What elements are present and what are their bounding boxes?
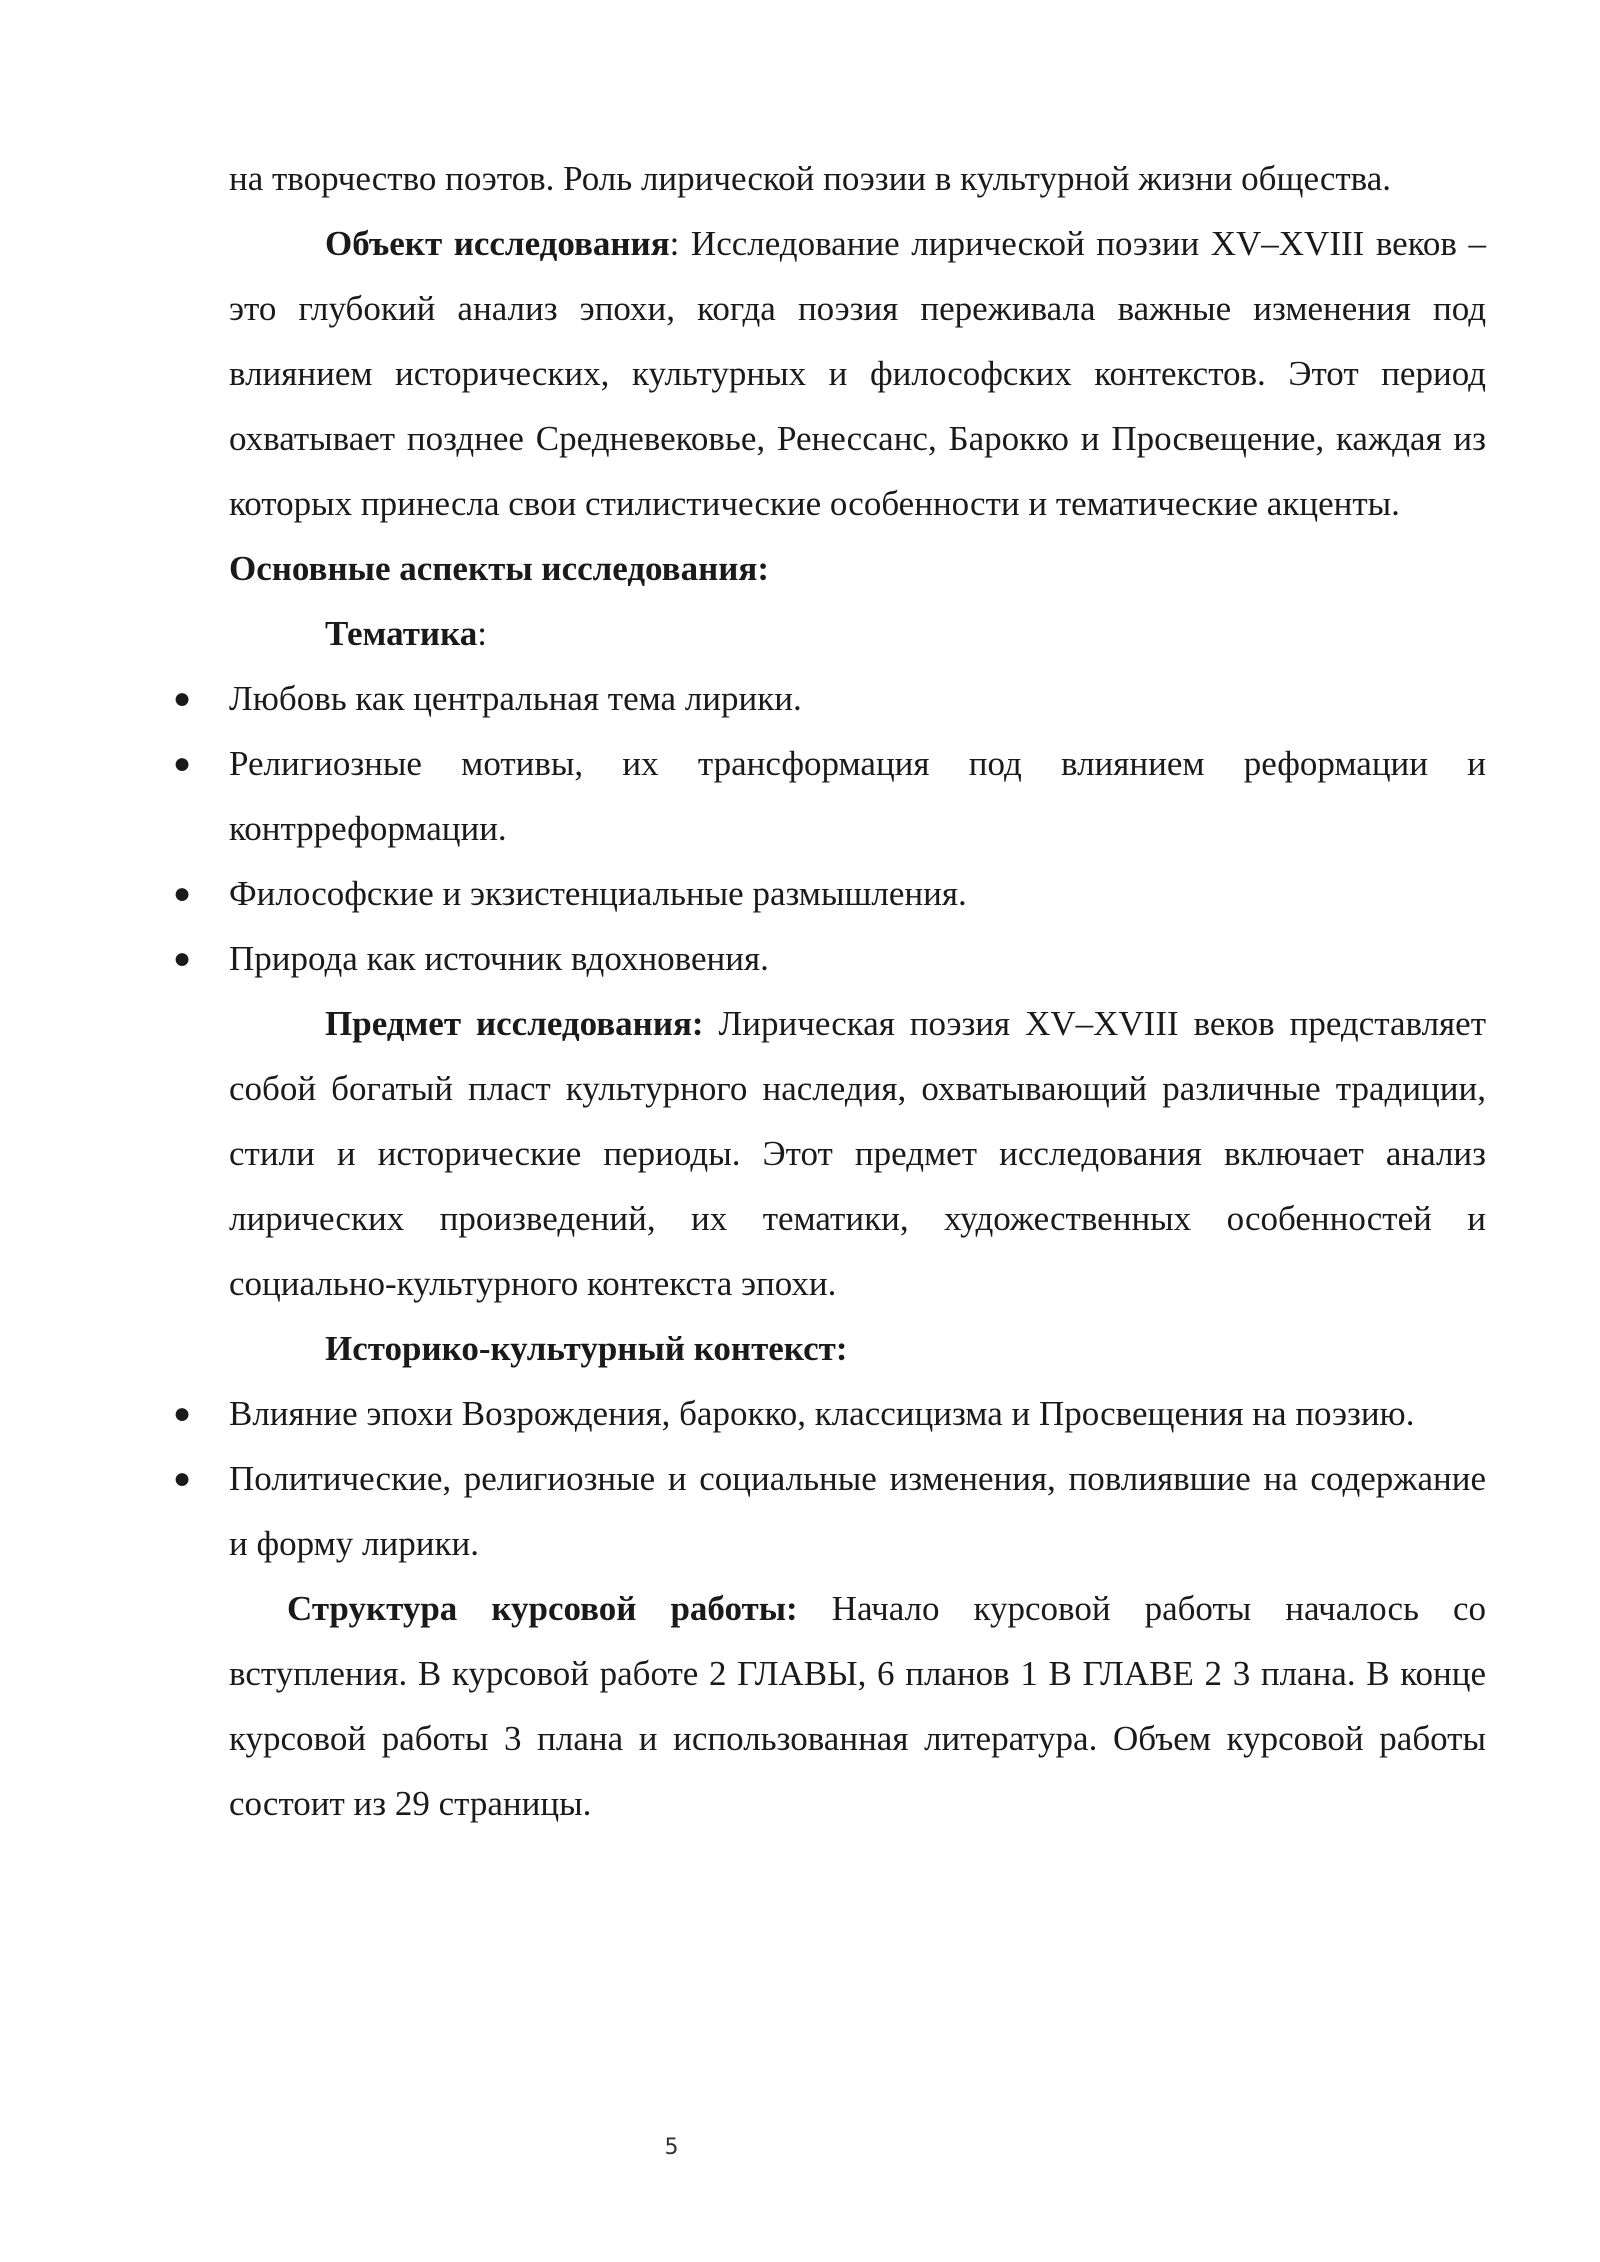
structure-text: Начало курсовой работы началось со вступления. В курсовой работе 2 ГЛАВЫ, 6 планов 1 В ГЛАВЕ 2 3 плана. В конце курсовой работы 3 плана и использованная литература. Объем курсовой работы состоит из 29 страницы.	[229, 1589, 1486, 1823]
themes-list	[173, 666, 1486, 991]
object-colon: :	[669, 224, 680, 263]
list-item-text: Любовь как центральная тема лирики.	[229, 679, 802, 718]
list-item	[173, 666, 1486, 731]
subject-paragraph	[229, 991, 1486, 1316]
subject-label: Предмет исследования:	[325, 1004, 704, 1043]
list-item	[173, 926, 1486, 991]
list-item-text: Влияние эпохи Возрождения, барокко, классицизма и Просвещения на поэзию.	[229, 1394, 1415, 1433]
subject-text: Лирическая поэзия XV–XVIII веков представляет собой богатый пласт культурного наследия, охватывающий различные традиции, стили и исторические периоды. Этот предмет исследования включает анализ лирических произведений, их тематики, художественных особенностей и социально-культурного контекста эпохи.	[229, 1004, 1486, 1303]
bullet-icon: ●	[173, 1397, 192, 1430]
context-heading	[229, 1316, 1486, 1381]
list-item-text: Природа как источник вдохновения.	[229, 939, 769, 978]
structure-paragraph	[229, 1576, 1486, 1836]
aspects-heading-text: Основные аспекты исследования:	[229, 549, 770, 588]
list-item	[173, 731, 1486, 861]
aspects-heading	[229, 536, 1486, 601]
list-item	[173, 1381, 1486, 1446]
list-item-text: Религиозные мотивы, их трансформация под влиянием реформации и контрреформации.	[229, 744, 1486, 848]
bullet-icon: ●	[173, 682, 192, 715]
bullet-icon: ●	[173, 1462, 192, 1495]
intro-paragraph	[229, 146, 1486, 211]
page-number: 5	[664, 2135, 679, 2160]
object-paragraph	[229, 211, 1486, 536]
bullet-icon: ●	[173, 877, 192, 910]
themes-colon: :	[477, 614, 487, 653]
object-text: Исследование лирической поэзии XV–XVIII веков – это глубокий анализ эпохи, когда поэзия переживала важные изменения под влиянием исторических, культурных и философских контекстов. Этот период охватывает позднее Средневековье, Ренессанс, Барокко и Просвещение, каждая из которых принесла свои стилистические особенности и тематические акценты.	[229, 224, 1486, 523]
list-item	[173, 861, 1486, 926]
context-list	[173, 1381, 1486, 1576]
context-heading-text: Историко-культурный контекст:	[325, 1329, 848, 1368]
document-page	[173, 146, 1486, 1836]
bullet-icon: ●	[173, 942, 192, 975]
list-item-text: Философские и экзистенциальные размышления.	[229, 874, 967, 913]
list-item	[173, 1446, 1486, 1576]
bullet-icon: ●	[173, 747, 192, 780]
object-label: Объект исследования	[325, 224, 670, 263]
themes-heading	[229, 601, 1486, 666]
list-item-text: Политические, религиозные и социальные изменения, повлиявшие на содержание и форму лирики.	[229, 1459, 1486, 1563]
themes-label: Тематика	[325, 614, 478, 653]
intro-text: на творчество поэтов. Роль лирической поэзии в культурной жизни общества.	[229, 159, 1392, 198]
structure-label: Структура курсовой работы:	[287, 1589, 798, 1628]
